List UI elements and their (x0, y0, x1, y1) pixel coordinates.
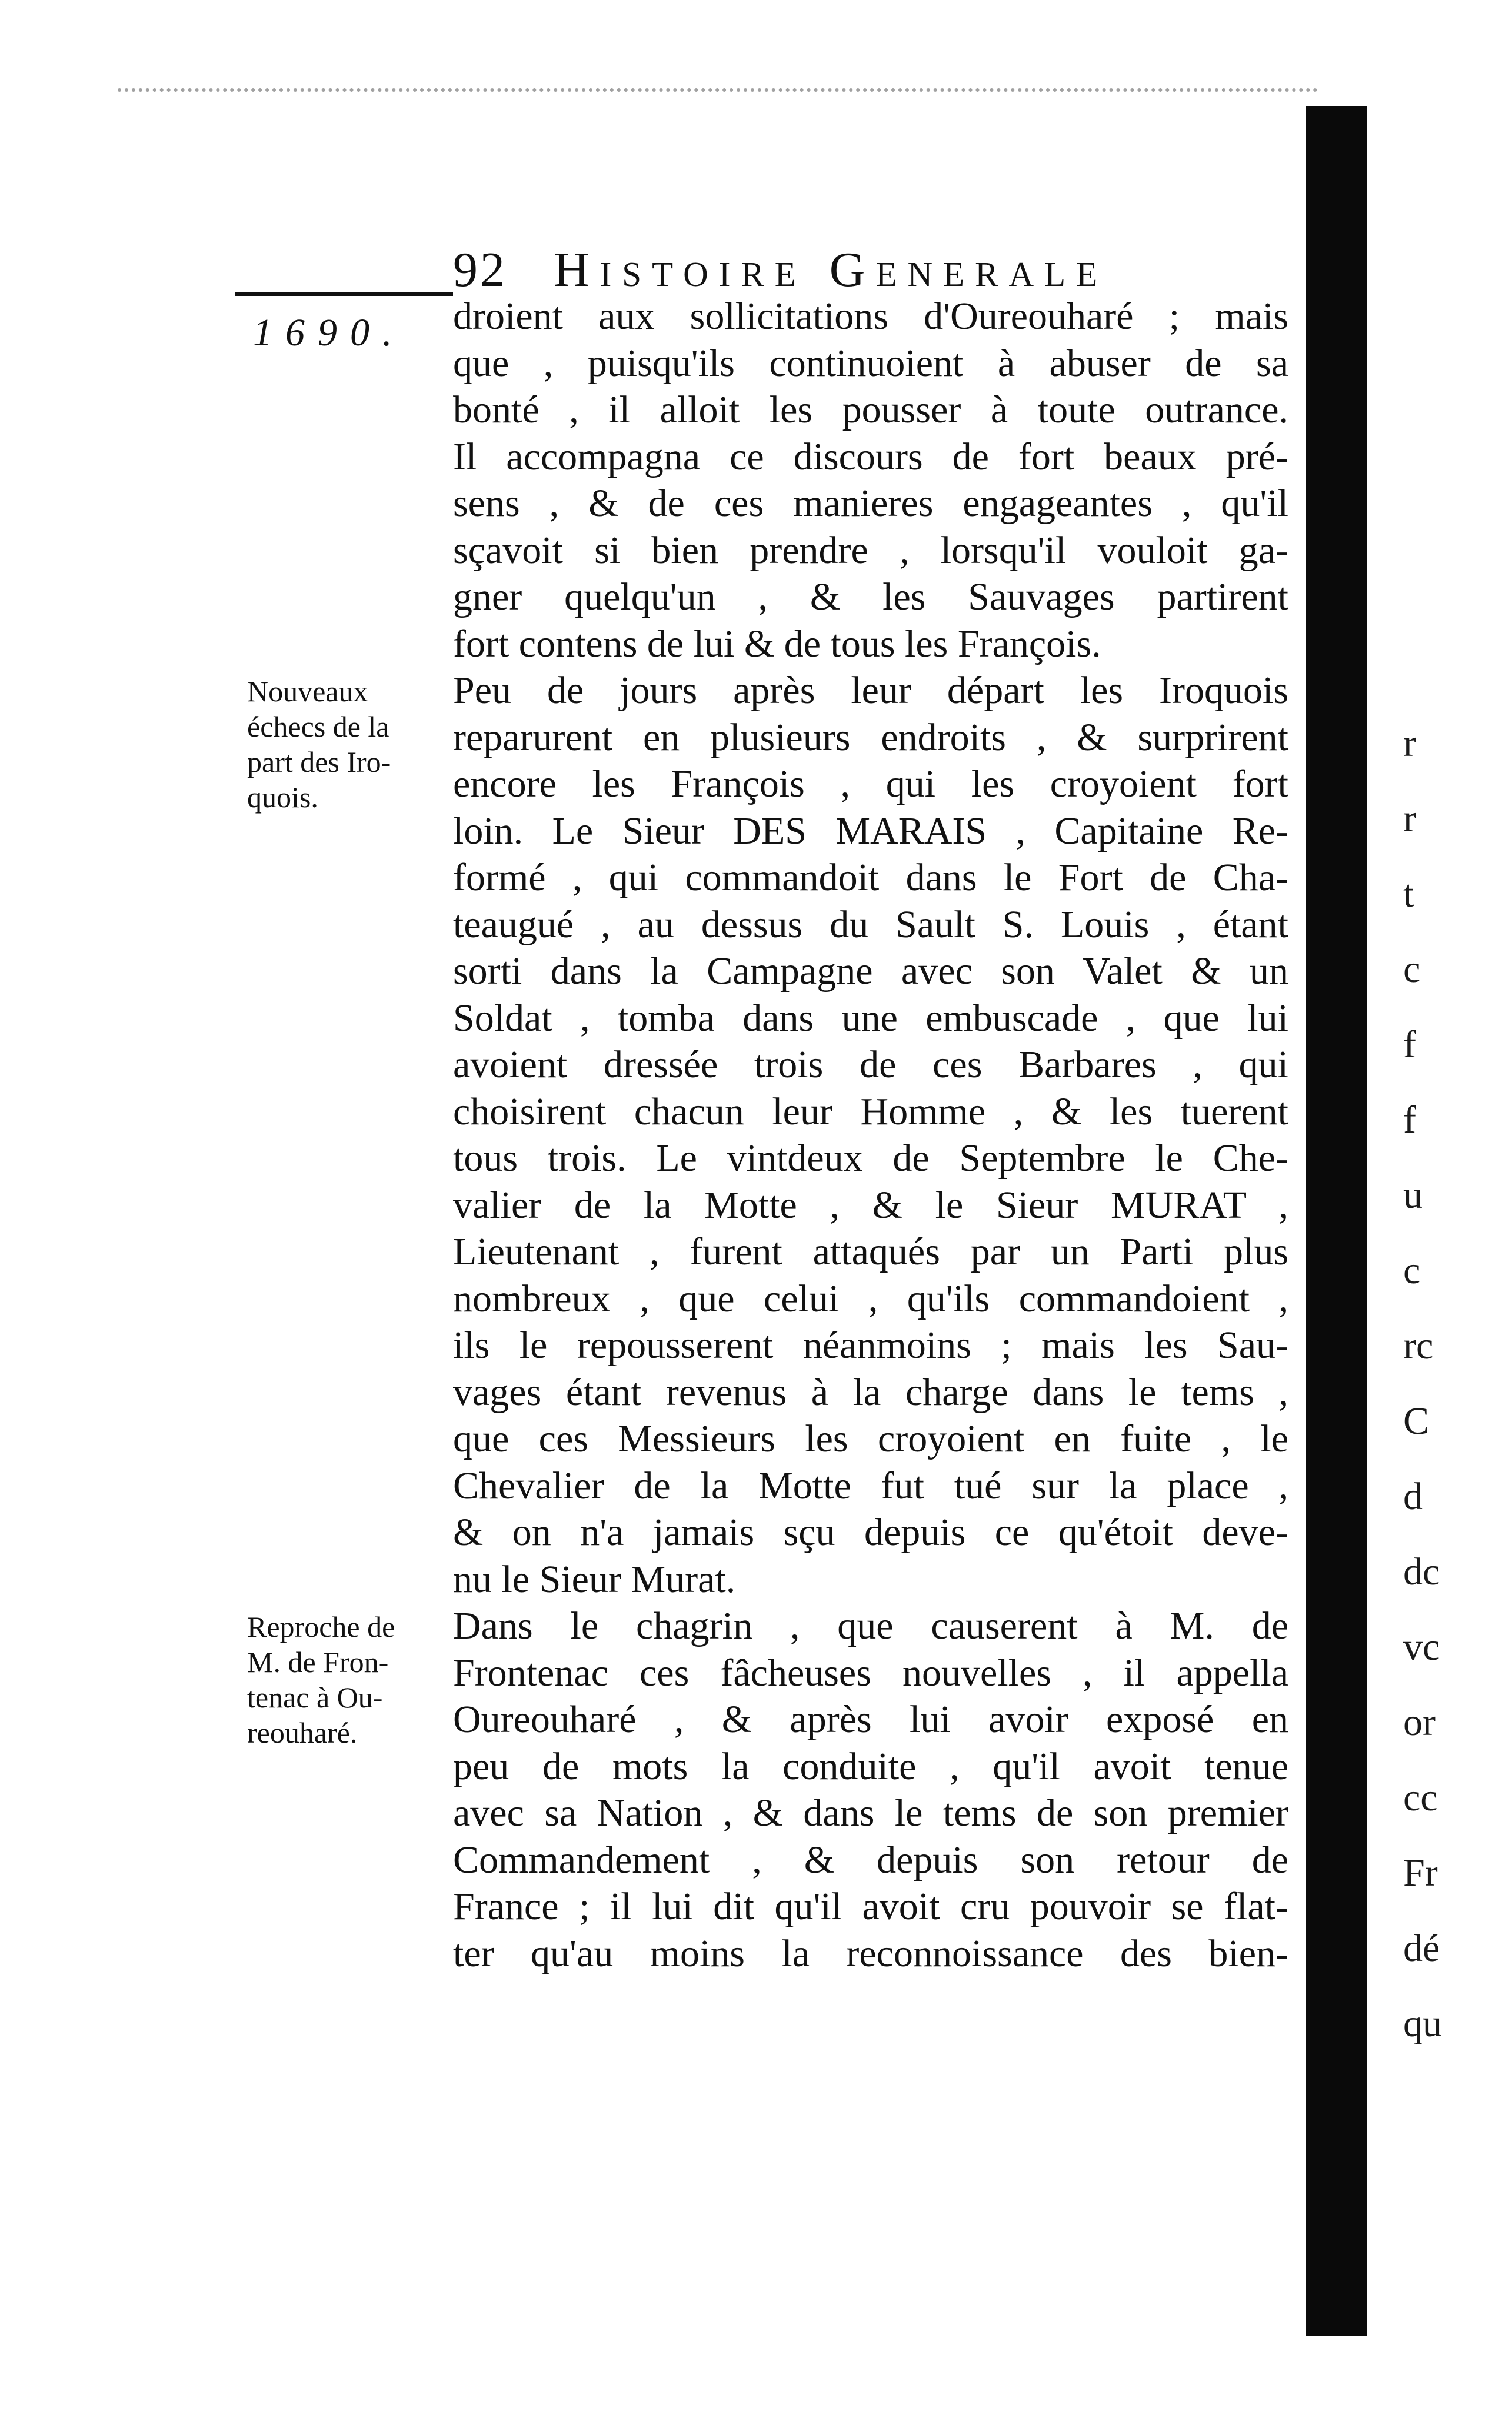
year-marginal: 1690. (253, 311, 405, 354)
text-line: nu le Sieur Murat. (453, 1557, 736, 1601)
text-line: France ; il lui dit qu'il avoit cru pouvoir se flat- (453, 1885, 1288, 1928)
text-line: Chevalier de la Motte fut tué sur la place , (453, 1464, 1288, 1507)
text-line: que ces Messieurs les croyoient en fuite , le (453, 1417, 1288, 1460)
text-line: loin. Le Sieur DES MARAIS , Capitaine Re- (453, 809, 1288, 852)
page-gutter-shadow (1306, 106, 1367, 2336)
text-line: nombreux , que celui , qu'ils commandoient , (453, 1277, 1288, 1320)
margin-note-line: tenac à Ou- (247, 1681, 383, 1714)
text-line: ils le repousserent néanmoins ; mais les Sau- (453, 1324, 1288, 1367)
text-line: Oureouharé , & après lui avoir exposé en (453, 1698, 1288, 1741)
margin-note-line: part des Iro- (247, 745, 391, 778)
page-top-edge (118, 88, 1318, 115)
next-page-fragment: d (1403, 1475, 1423, 1518)
next-page-fragment: r (1403, 797, 1416, 840)
text-line: fort contens de lui & de tous les François. (453, 622, 1101, 665)
next-page-fragment: u (1403, 1174, 1423, 1217)
text-line: reparurent en plusieurs endroits , & surprirent (453, 715, 1288, 759)
next-page-fragment: c (1403, 1249, 1421, 1292)
text-line: vages étant revenus à la charge dans le tems , (453, 1370, 1288, 1414)
text-line: choisirent chacun leur Homme , & les tuerent (453, 1090, 1288, 1133)
text-line: Lieutenant , furent attaqués par un Parti plus (453, 1230, 1288, 1273)
text-line: que , puisqu'ils continuoient à abuser de sa (453, 341, 1288, 385)
margin-note-line: échecs de la (247, 710, 389, 743)
text-line: formé , qui commandoit dans le Fort de Cha- (453, 856, 1288, 899)
next-page-fragment: f (1403, 1098, 1416, 1141)
text-line: Soldat , tomba dans une embuscade , que lui (453, 996, 1288, 1040)
next-page-fragment: vc (1403, 1626, 1440, 1669)
text-line: encore les François , qui les croyoient fort (453, 762, 1288, 805)
text-line: Il accompagna ce discours de fort beaux pré- (453, 435, 1288, 478)
margin-note-reproche (247, 1609, 447, 1750)
next-page-fragment: r (1403, 722, 1416, 765)
text-line: avec sa Nation , & dans le tems de son premier (453, 1791, 1288, 1834)
text-line: gner quelqu'un , & les Sauvages partirent (453, 575, 1288, 618)
body-text (453, 293, 1288, 1977)
text-line: avoient dressée trois de ces Barbares , qui (453, 1043, 1288, 1086)
next-page-fragment: qu (1403, 2002, 1442, 2045)
next-page-fragment: cc (1403, 1776, 1438, 1819)
margin-note-line: reouharé. (247, 1716, 358, 1749)
next-page-fragment: f (1403, 1023, 1416, 1066)
header-rule (235, 292, 453, 296)
next-page-fragment: C (1403, 1400, 1430, 1443)
text-line: ter qu'au moins la reconnoissance des bien- (453, 1932, 1288, 1975)
next-page-fragments (1403, 706, 1509, 2059)
text-line: Dans le chagrin , que causerent à M. de (453, 1604, 1288, 1647)
next-page-fragment: rc (1403, 1324, 1434, 1367)
text-line: valier de la Motte , & le Sieur MURAT , (453, 1183, 1288, 1227)
text-line: teaugué , au dessus du Sault S. Louis , étant (453, 903, 1288, 946)
margin-note-line: Reproche de (247, 1610, 395, 1643)
text-line: peu de mots la conduite , qu'il avoit tenue (453, 1744, 1288, 1788)
page-number: 92 (453, 242, 507, 297)
margin-note-line: Nouveaux (247, 675, 368, 708)
text-line: sorti dans la Campagne avec son Valet & un (453, 950, 1288, 993)
text-line: sens , & de ces manieres engageantes , qu'il (453, 482, 1288, 525)
text-line: tous trois. Le vintdeux de Septembre le Che- (453, 1137, 1288, 1180)
running-title: Histoire Generale (554, 242, 1108, 297)
text-line: Frontenac ces fâcheuses nouvelles , il appella (453, 1651, 1288, 1694)
text-line: bonté , il alloit les pousser à toute outrance. (453, 388, 1288, 431)
text-line: sçavoit si bien prendre , lorsqu'il vouloit ga- (453, 528, 1288, 572)
margin-note-line: quois. (247, 781, 318, 814)
next-page-fragment: dc (1403, 1550, 1440, 1593)
text-line: Commandement , & depuis son retour de (453, 1838, 1288, 1881)
running-header (453, 241, 1108, 298)
margin-note-nouveaux-echecs (247, 674, 447, 815)
next-page-fragment: dé (1403, 1927, 1440, 1970)
next-page-fragment: c (1403, 948, 1421, 991)
margin-note-line: M. de Fron- (247, 1646, 389, 1679)
text-line: Peu de jours après leur départ les Iroquois (453, 669, 1288, 712)
text-line: & on n'a jamais sçu depuis ce qu'étoit deve- (453, 1511, 1288, 1554)
next-page-fragment: or (1403, 1701, 1436, 1744)
next-page-fragment: Fr (1403, 1851, 1438, 1894)
text-line: droient aux sollicitations d'Oureouharé ; mais (453, 295, 1288, 338)
next-page-fragment: t (1403, 873, 1414, 915)
